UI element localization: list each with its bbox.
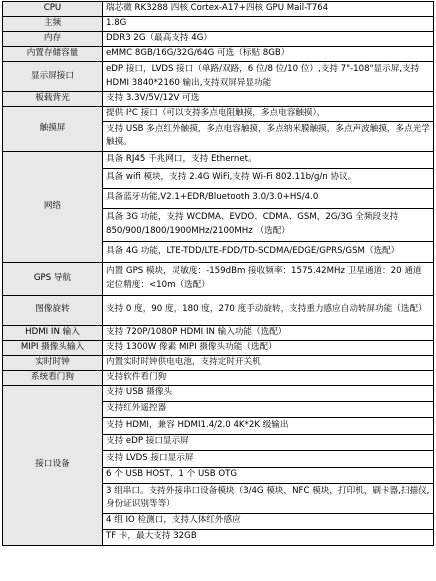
row-value-frequency: 1.8G xyxy=(103,17,434,32)
table-row xyxy=(3,355,434,370)
row-label-storage: 内置存储容量 xyxy=(3,47,103,62)
row-value-memory: DDR3 2G（最高支持 4G） xyxy=(103,32,434,47)
row-value-network-ethernet: 具备 RJ45 千兆网口，支持 Ethernet。 xyxy=(103,151,434,168)
row-label-network: 网络 xyxy=(3,151,103,262)
table-row xyxy=(3,262,434,295)
row-value-backlight: 支持 3.3V/5V/12V 可选 xyxy=(103,92,434,107)
row-value-interface-edp: 支持 eDP 接口显示屏 xyxy=(103,434,434,450)
row-value-mipi-camera: 支持 1300W 像素 MIPI 摄像头功能（选配） xyxy=(103,340,434,355)
row-value-touchscreen-usb: 支持 USB 多点红外触摸，多点电容触摸，多点纳米膜触摸，多点声波触摸，多点光学触摸。 xyxy=(103,121,434,151)
row-label-mipi-camera: MIPI 摄像头输入 xyxy=(3,340,103,355)
row-value-interface-serial: 3 组串口。支持外接串口设备模块（3/4G 模块，NFC 模块，打印机，刷卡器,扫描仪,身份证识别等等） xyxy=(103,483,434,513)
row-value-display-interface: eDP 接口，LVDS 接口（单路/双路，6 位/8 位/10 位）,支持 7"-108"显示屏,支持 HDMI 3840*2160 输出,支持双屏异显功能 xyxy=(103,62,434,92)
row-value-storage: eMMC 8GB/16G/32G/64G 可选（标贴 8GB） xyxy=(103,47,434,62)
row-label-interfaces: 接口设备 xyxy=(3,385,103,545)
row-value-network-4g: 具备 4G 功能，LTE-TDD/LTE-FDD/TD-SCDMA/EDGE/GPRS/GSM（选配） xyxy=(103,241,434,262)
row-value-interface-usb-ports: 6 个 USB HOST、1 个 USB OTG xyxy=(103,467,434,483)
table-row xyxy=(3,325,434,340)
row-label-rtc: 实时时钟 xyxy=(3,355,103,370)
table-row xyxy=(3,295,434,325)
row-value-interface-tf-card: TF 卡，最大支持 32GB xyxy=(103,529,434,545)
row-label-display-interface: 显示屏接口 xyxy=(3,62,103,92)
row-label-touchscreen: 触摸屏 xyxy=(3,107,103,152)
row-value-network-3g: 具备 3G 功能，支持 WCDMA、EVDO、CDMA、GSM，2G/3G 全频段支持 850/900/1800/1900MHz/2100MHz （选配） xyxy=(103,208,434,241)
row-value-touchscreen-i2c: 提供 I²C 接口（可以支持多点电阻触摸，多点电容触摸）， xyxy=(103,107,434,122)
table-row xyxy=(3,385,434,401)
row-label-rotation: 图像旋转 xyxy=(3,295,103,325)
row-value-hdmi-in: 支持 720P/1080P HDMI IN 输入功能（选配） xyxy=(103,325,434,340)
row-value-rtc: 内置实时时钟供电电池，支持定时开关机 xyxy=(103,355,434,370)
row-value-interface-lvds: 支持 LVDS 接口显示屏 xyxy=(103,450,434,467)
row-value-gps: 内置 GPS 模块，灵敏度：-159dBm 接收频率：1575.42MHz 卫星通道：20 通道 定位精度：<10m（选配） xyxy=(103,262,434,295)
row-label-memory: 内存 xyxy=(3,32,103,47)
row-label-backlight: 板载背光 xyxy=(3,92,103,107)
table-row xyxy=(3,47,434,62)
row-value-cpu: 瑞芯微 RK3288 四核 Cortex-A17+四核 GPU Mail-T764 xyxy=(103,2,434,17)
row-label-cpu: CPU xyxy=(3,2,103,17)
row-value-interface-ir-remote: 支持红外遥控器 xyxy=(103,401,434,417)
table-row xyxy=(3,151,434,168)
spec-table xyxy=(2,1,434,546)
row-value-rotation: 支持 0 度，90 度，180 度，270 度手动旋转，支持重力感应自动转屏功能（选配） xyxy=(103,295,434,325)
table-row xyxy=(3,370,434,385)
table-row xyxy=(3,340,434,355)
row-label-watchdog: 系统看门狗 xyxy=(3,370,103,385)
row-value-interface-io: 4 组 IO 检测口，支持人体红外感应 xyxy=(103,513,434,529)
row-value-watchdog: 支持软件看门狗 xyxy=(103,370,434,385)
row-label-gps: GPS 导航 xyxy=(3,262,103,295)
row-label-hdmi-in: HDMI IN 输入 xyxy=(3,325,103,340)
table-row xyxy=(3,32,434,47)
table-row xyxy=(3,107,434,122)
row-value-interface-hdmi: 支持 HDMI，兼容 HDMI1.4/2.0 4K*2K 级输出 xyxy=(103,417,434,434)
table-row xyxy=(3,17,434,32)
row-value-network-wifi: 具备 wifi 模块，支持 2.4G WiFi,支持 Wi-Fi 802.11b/g/n 协议。 xyxy=(103,168,434,188)
table-row xyxy=(3,62,434,92)
row-label-frequency: 主频 xyxy=(3,17,103,32)
table-row xyxy=(3,92,434,107)
row-value-network-bluetooth: 具备蓝牙功能,V2.1+EDR/Bluetooth 3.0/3.0+HS/4.0 xyxy=(103,188,434,208)
table-row xyxy=(3,2,434,17)
row-value-interface-usb-camera: 支持 USB 摄像头 xyxy=(103,385,434,401)
